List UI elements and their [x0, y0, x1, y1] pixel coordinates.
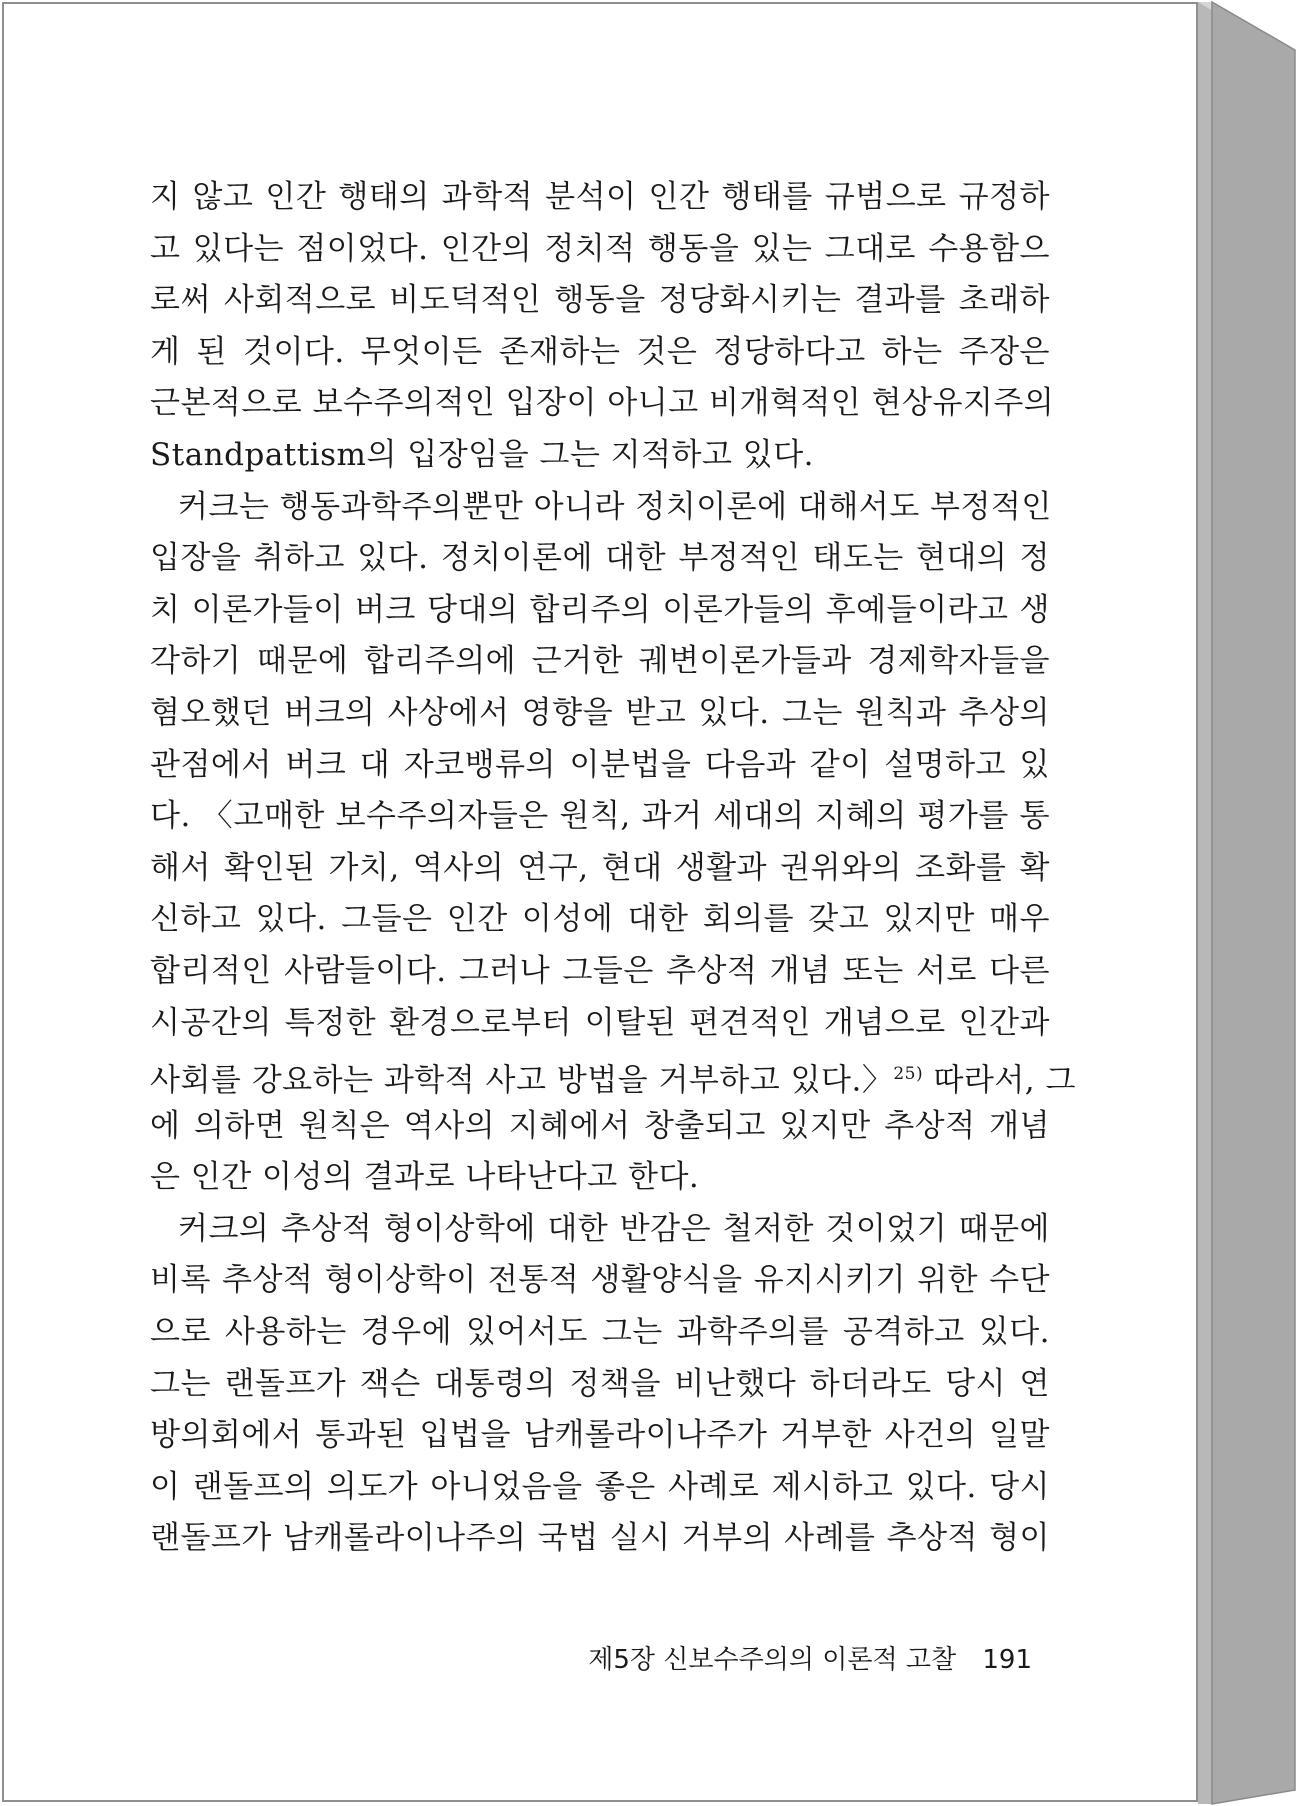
- footnote-marker: 25): [893, 1064, 924, 1085]
- text-line: 이 랜돌프의 의도가 아니었음을 좋은 사례로 제시하고 있다. 당시: [150, 1468, 1050, 1505]
- text-line: 혐오했던 버크의 사상에서 영향을 받고 있다. 그는 원칙과 추상의: [150, 694, 1050, 731]
- text-line: 랜돌프가 남캐롤라이나주의 국법 실시 거부의 사례를 추상적 형이: [150, 1520, 1050, 1557]
- text-segment: 사회를 강요하는 과학적 사고 방법을 거부하고 있다.〉: [150, 1062, 894, 1099]
- text-line-with-footnote: [150, 1049, 1076, 1101]
- body-text: [150, 172, 1076, 1565]
- text-line: 입장을 취하고 있다. 정치이론에 대한 부정적인 태도는 현대의 정: [150, 540, 1050, 577]
- text-line: 관점에서 버크 대 자코뱅류의 이분법을 다음과 같이 설명하고 있: [150, 746, 1050, 783]
- text-line: 시공간의 특정한 환경으로부터 이탈된 편견적인 개념으로 인간과: [150, 1004, 1050, 1041]
- text-line: 신하고 있다. 그들은 인간 이성에 대한 회의를 갖고 있지만 매우: [150, 901, 1050, 938]
- text-line: 해서 확인된 가치, 역사의 연구, 현대 생활과 권위와의 조화를 확: [150, 849, 1050, 886]
- text-line: 비록 추상적 형이상학이 전통적 생활양식을 유지시키기 위한 수단: [150, 1262, 1050, 1299]
- text-line: 고 있다는 점이었다. 인간의 정치적 행동을 있는 그대로 수용함으: [150, 230, 1050, 267]
- text-line: 에 의하면 원칙은 역사의 지혜에서 창출되고 있지만 추상적 개념: [150, 1107, 1050, 1144]
- text-line: Standpattism의 입장임을 그는 지적하고 있다.: [150, 436, 815, 473]
- text-line: 합리적인 사람들이다. 그러나 그들은 추상적 개념 또는 서로 다른: [150, 952, 1050, 989]
- page-number: 191: [982, 1645, 1032, 1675]
- text-segment: 따라서, 그: [923, 1062, 1076, 1099]
- text-line: 으로 사용하는 경우에 있어서도 그는 과학주의를 공격하고 있다.: [150, 1314, 1050, 1351]
- text-line: 지 않고 인간 행태의 과학적 분석이 인간 행태를 규범으로 규정하: [150, 179, 1050, 215]
- text-line: 게 된 것이다. 무엇이든 존재하는 것은 정당하다고 하는 주장은: [150, 333, 1050, 370]
- text-line: 각하기 때문에 합리주의에 근거한 궤변이론가들과 경제학자들을: [150, 643, 1050, 680]
- text-line: 방의회에서 통과된 입법을 남캐롤라이나주가 거부한 사건의 일말: [150, 1417, 1050, 1454]
- text-line: 로써 사회적으로 비도덕적인 행동을 정당화시키는 결과를 초래하: [150, 282, 1050, 319]
- running-footer: [582, 1640, 1032, 1680]
- text-line: 그는 랜돌프가 잭슨 대통령의 정책을 비난했다 하더라도 당시 연: [150, 1365, 1050, 1402]
- text-line: 근본적으로 보수주의적인 입장이 아니고 비개혁적인 현상유지주의: [150, 385, 1055, 422]
- text-line: 커크는 행동과학주의뿐만 아니라 정치이론에 대해서도 부정적인: [178, 488, 1052, 525]
- text-line: 치 이론가들이 버크 당대의 합리주의 이론가들의 후예들이라고 생: [150, 591, 1050, 628]
- chapter-title: 제5장 신보수주의의 이론적 고찰: [588, 1645, 957, 1675]
- text-line: 다. 〈고매한 보수주의자들은 원칙, 과거 세대의 지혜의 평가를 통: [150, 798, 1050, 835]
- text-line: 커크의 추상적 형이상학에 대한 반감은 철저한 것이었기 때문에: [178, 1210, 1050, 1247]
- text-line: 은 인간 이성의 결과로 나타난다고 한다.: [150, 1159, 700, 1196]
